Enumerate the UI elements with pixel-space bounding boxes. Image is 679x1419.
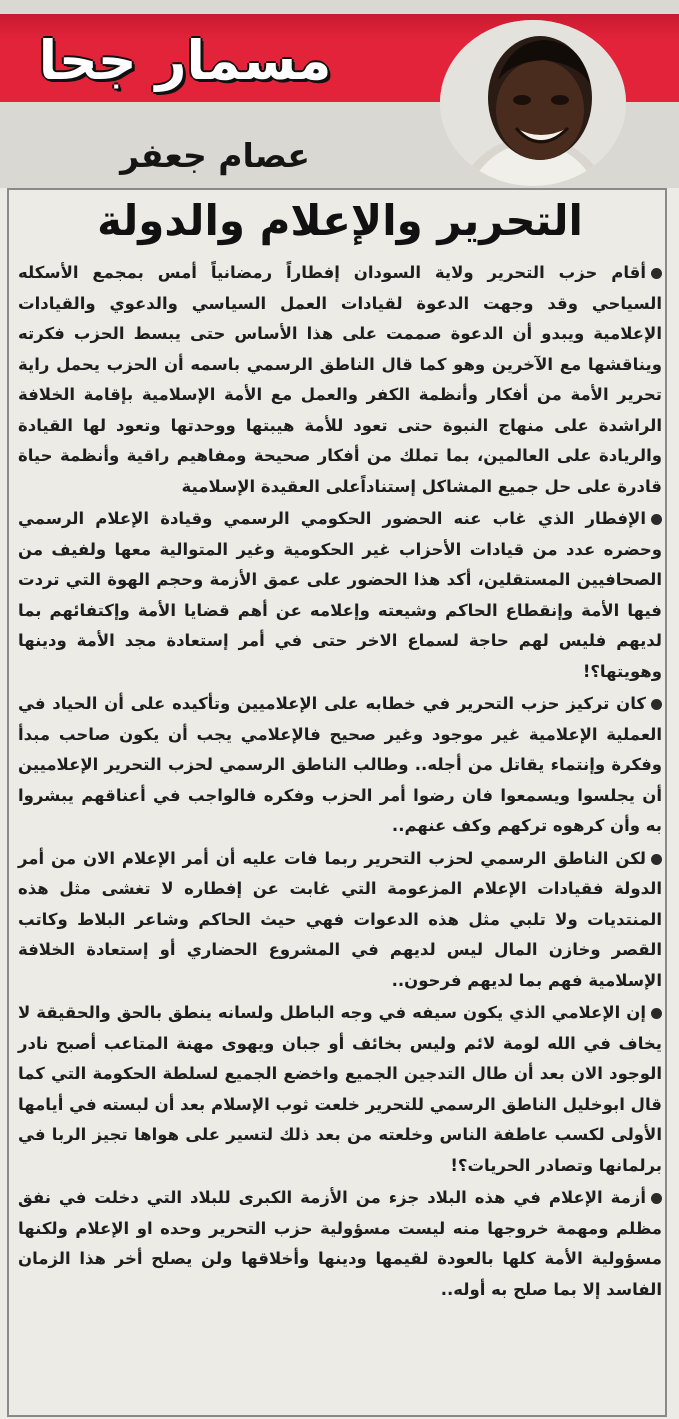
bullet-icon (651, 1193, 662, 1204)
column-header (0, 0, 679, 188)
bullet-icon (651, 699, 662, 710)
article-paragraph: لكن الناطق الرسمي لحزب التحرير ربما فات عليه أن أمر الإعلام الان من أمر الدولة فقيادات الإعلام المزعومة التي غابت عن إفطاره لا تغشى مثل هذه المنتديات ولا تلبي مثل هذه الدعوات فهي حيث الحاكم وشاعر البلاط وكاتب القصر وخازن المال ليس لديهم في المشروع الحضاري أو إستعادة الخلافة الإسلامية فهم بما لديهم فرحون.. (18, 848, 662, 990)
author-portrait-icon (440, 20, 626, 186)
bullet-icon (651, 1008, 662, 1019)
article-paragraph: أزمة الإعلام في هذه البلاد جزء من الأزمة الكبرى للبلاد التي دخلت في نفق مظلم ومهمة خروجها منه ليست مسؤولية حزب التحرير وحده او الإعلام ولكنها مسؤولية الأمة كلها بالعودة لقيمها ودينها وأخلاقها ولن يصلح أخر هذا الزمان الفاسد إلا بما صلح به أوله.. (18, 1188, 662, 1299)
article-body (18, 258, 662, 1307)
bullet-icon (651, 268, 662, 279)
article-paragraph: كان تركيز حزب التحرير في خطابه على الإعلاميين وتأكيده على أن الحياد في العملية الإعلامية غير موجود وغير صحيح فالإعلامي يجب أن يكون صاحب مبدأ وفكرة وإنتماء يقاتل من أجله.. وطالب الناطق الرسمي لحزب التحرير الإعلاميين أن يجلسوا ويسمعوا فان رضوا أمر الحزب وفكره فالواجب في أعناقهم يبشروا به وأن كرهوه تركهم وكف عنهم.. (18, 694, 662, 835)
author-name: عصام جعفر (120, 136, 310, 175)
article-paragraph: أقام حزب التحرير ولاية السودان إفطاراً رمضانياً أمس بمجمع الأسكله السياحي وقد وجهت الدعوة لقيادات العمل السياسي والدعوي والقيادات الإعلامية ويبدو أن الدعوة صممت على هذا الأساس حتى يبسط الحزب فكرته ويناقشها مع الآخرين وهو كما قال الناطق الرسمي باسمه أن الحزب يحمل راية تحرير الأمة من أفكار وأنظمة الكفر والعمل مع الأمة الإسلامية بإقامة الخلافة الراشدة على منهاج النبوة حتى تعود للأمة هيبتها ووحدتها وتعود لها القيادة والريادة على العالمين، بما تملك من أفكار صحيحة ومفاهيم راقية وأنظمة حياة قادرة على حل جميع المشاكل إستناداًعلى العقيدة الإسلامية (18, 263, 662, 496)
bullet-icon (651, 514, 662, 525)
article-headline: التحرير والإعلام والدولة (97, 196, 583, 245)
column-series-title: مسمار جحا (38, 29, 332, 92)
bullet-icon (651, 854, 662, 865)
article-paragraph: الإفطار الذي غاب عنه الحضور الحكومي الرسمي وقيادة الإعلام الرسمي وحضره عدد من قيادات الأحزاب غير الحكومية وغير المتوالية معها ولفيف من الصحافيين المستقلين، أكد هذا الحضور على عمق الأزمة وحجم الهوة التي تردت فيها الأمة وإنقطاع الحاكم وشيعته وإعلامه عن أهم قضايا الأمة وإكتفائهم بما لديهم فليس لهم حاجة لسماع الاخر حتى في أمر إستعادة مجد الأمة ودينها وهويتها؟! (18, 509, 662, 681)
article-paragraph: إن الإعلامي الذي يكون سيفه في وجه الباطل ولسانه ينطق بالحق والحقيقة لا يخاف في الله لومة لائم وليس بخائف أو جبان ويهوى مهنة المتاعب أصبح نادر الوجود الان بعد أن طال التدجين الجميع واخضع الجميع لسلطة الحكومة التي كما قال ابوخليل الناطق الرسمي للتحرير خلعت ثوب الإسلام بعد أن لبسته في أيامها الأولى لكسب عاطفة الناس وخلعته من بعد ذلك لتسير على هواها تجيز الربا في برلمانها وتصادر الحريات؟! (18, 1003, 662, 1175)
